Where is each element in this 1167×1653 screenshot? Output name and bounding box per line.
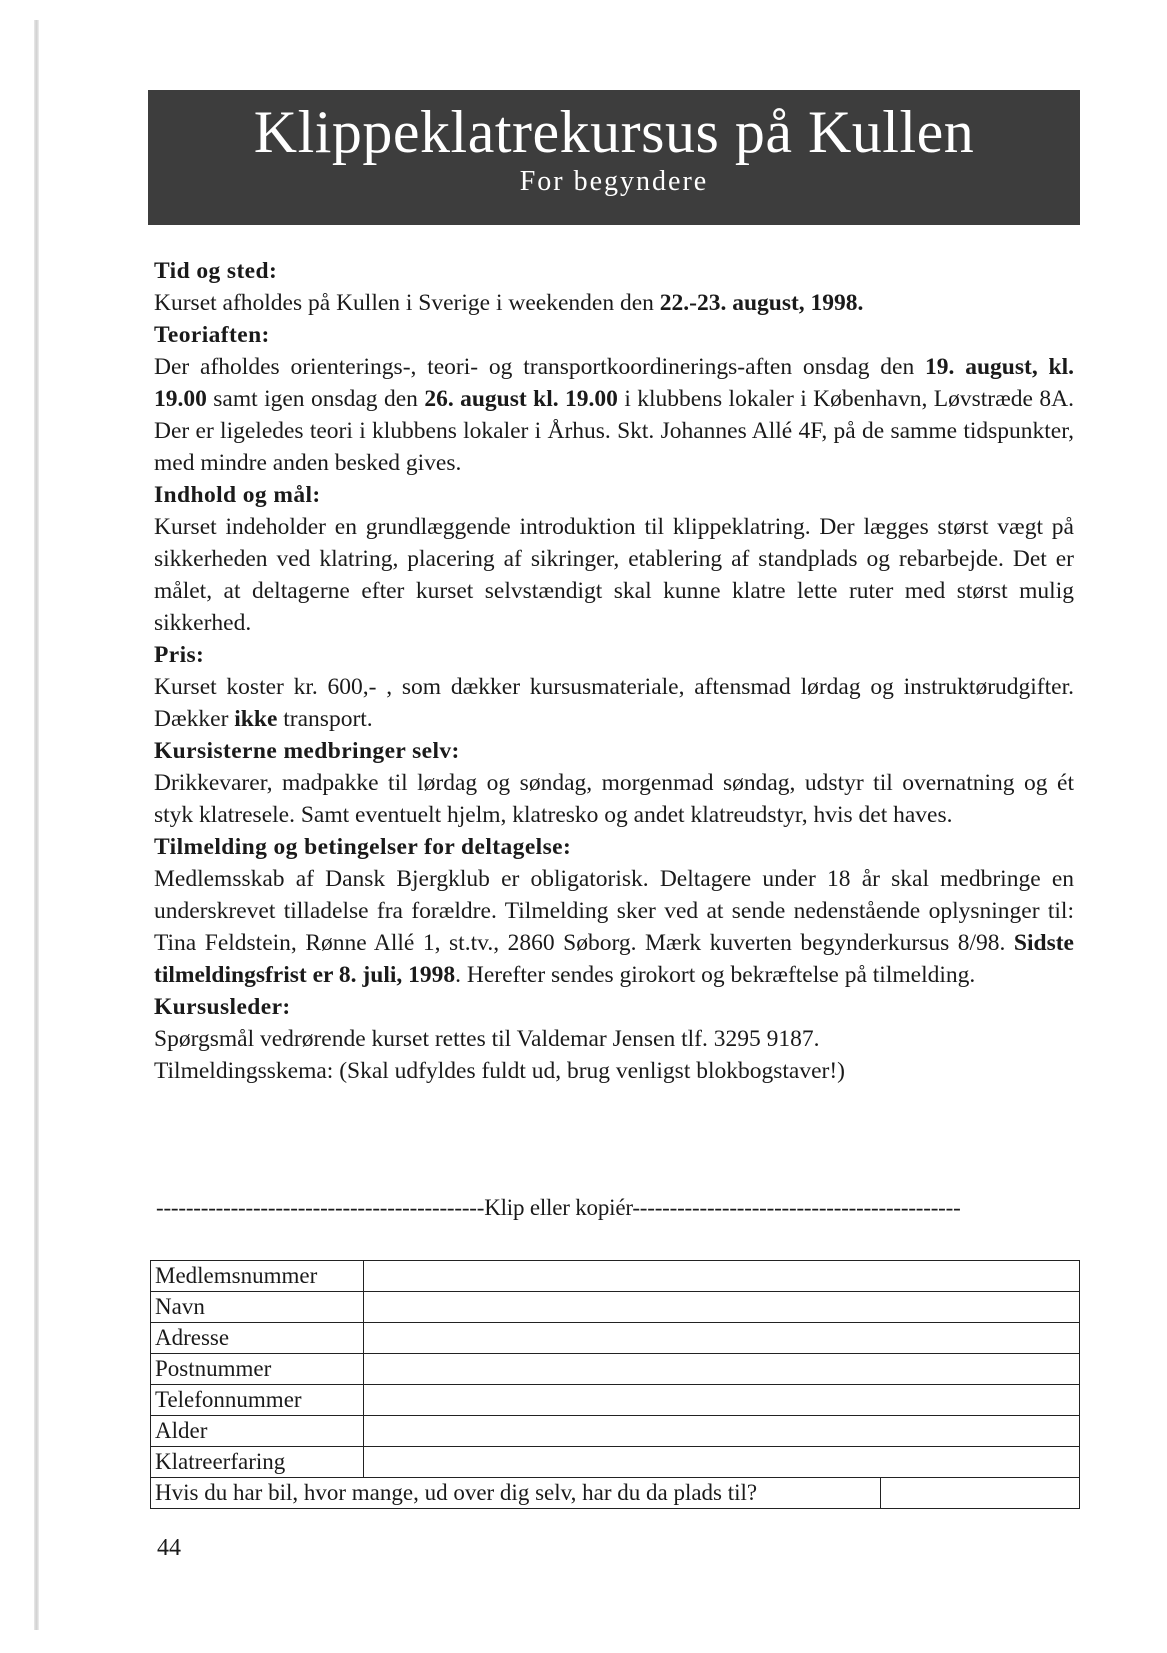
para-tid-og-sted: Kurset afholdes på Kullen i Sverige i weekenden den 22.-23. august, 1998.	[154, 290, 864, 316]
registration-form	[150, 1260, 1080, 1509]
form-answer-field[interactable]	[364, 1416, 1080, 1447]
heading-indhold: Indhold og mål:	[154, 482, 321, 508]
form-row-car	[151, 1478, 1080, 1509]
page-title: Klippeklatrekursus på Kullen	[253, 99, 975, 165]
para-medbringer: Drikkevarer, madpakke til lørdag og søndag, morgenmad søndag, udstyr til overnatning og ét styk klatresele. Samt eventuelt hjelm, klatresko og andet klatreudstyr, hvis det haves.	[154, 770, 1074, 828]
para-teoriaften: Der afholdes orienterings-, teori- og transportkoordinerings-aften onsdag den 19. august, kl. 19.00 samt igen onsdag den 26. august kl. 19.00 i klubbens lokaler i København, Løvstræde 8A. Der er ligeledes teori i klubbens lokaler i Århus. Skt. Johannes Allé 4F, på de samme tidspunkter, med mindre anden besked gives.	[154, 354, 1074, 476]
form-label: Postnummer	[151, 1354, 364, 1385]
scan-edge-shadow	[34, 20, 39, 1630]
heading-pris: Pris:	[154, 642, 205, 668]
heading-medbringer: Kursisterne medbringer selv:	[154, 738, 460, 764]
form-answer-field[interactable]	[364, 1323, 1080, 1354]
form-label: Telefonnummer	[151, 1385, 364, 1416]
form-answer-field[interactable]	[364, 1447, 1080, 1478]
form-row	[151, 1447, 1080, 1478]
form-car-answer-field[interactable]	[881, 1478, 1080, 1509]
form-row	[151, 1385, 1080, 1416]
form-answer-field[interactable]	[364, 1354, 1080, 1385]
form-row	[151, 1323, 1080, 1354]
form-label: Medlemsnummer	[151, 1261, 364, 1292]
para-indhold: Kurset indeholder en grundlæggende introduktion til klippeklatring. Der lægges størst vægt på sikkerheden ved klatring, placering af sikringer, etablering af standplads og rebarbejde. Det er målet, at deltagerne efter kurset selvstændigt skal kunne klatre lette ruter med størst mulig sikkerhed.	[154, 514, 1074, 636]
form-row	[151, 1261, 1080, 1292]
para-tilmelding: Medlemsskab af Dansk Bjergklub er obligatorisk. Deltagere under 18 år skal medbringe en underskrevet tilladelse fra forældre. Tilmelding sker ved at sende nedenstående oplysninger til: Tina Feldstein, Rønne Allé 1, st.tv., 2860 Søborg. Mærk kuverten begynderkursus 8/98. Sidste tilmeldingsfrist er 8. juli, 1998. Herefter sendes girokort og bekræftelse på tilmelding.	[154, 866, 1074, 988]
form-row	[151, 1416, 1080, 1447]
form-car-question: Hvis du har bil, hvor mange, ud over dig selv, har du da plads til?	[151, 1478, 881, 1509]
para-tilmeldingsskema: Tilmeldingsskema: (Skal udfyldes fuldt ud, brug venligst blokbogstaver!)	[154, 1058, 846, 1084]
form-label: Klatreerfaring	[151, 1447, 364, 1478]
form-answer-field[interactable]	[364, 1292, 1080, 1323]
form-label: Navn	[151, 1292, 364, 1323]
form-answer-field[interactable]	[364, 1385, 1080, 1416]
heading-tid-og-sted: Tid og sted:	[154, 258, 278, 284]
form-row	[151, 1354, 1080, 1385]
form-label: Adresse	[151, 1323, 364, 1354]
form-row	[151, 1292, 1080, 1323]
para-pris: Kurset koster kr. 600,- , som dækker kursusmateriale, aftensmad lørdag og instruktørudgifter. Dækker ikke transport.	[154, 674, 1074, 732]
article-body	[154, 255, 1074, 1087]
form-answer-field[interactable]	[364, 1261, 1080, 1292]
cut-line: --------------------------------------------Klip eller kopiér--------------------------------------------	[156, 1195, 961, 1220]
title-banner	[148, 90, 1080, 225]
para-kursusleder-contact: Spørgsmål vedrørende kurset rettes til Valdemar Jensen tlf. 3295 9187.	[154, 1026, 820, 1052]
page-number: 44	[157, 1535, 181, 1561]
heading-tilmelding: Tilmelding og betingelser for deltagelse:	[154, 834, 572, 860]
heading-kursusleder: Kursusleder:	[154, 994, 291, 1020]
form-label: Alder	[151, 1416, 364, 1447]
page-subtitle: For begyndere	[519, 166, 709, 197]
heading-teoriaften: Teoriaften:	[154, 322, 270, 348]
